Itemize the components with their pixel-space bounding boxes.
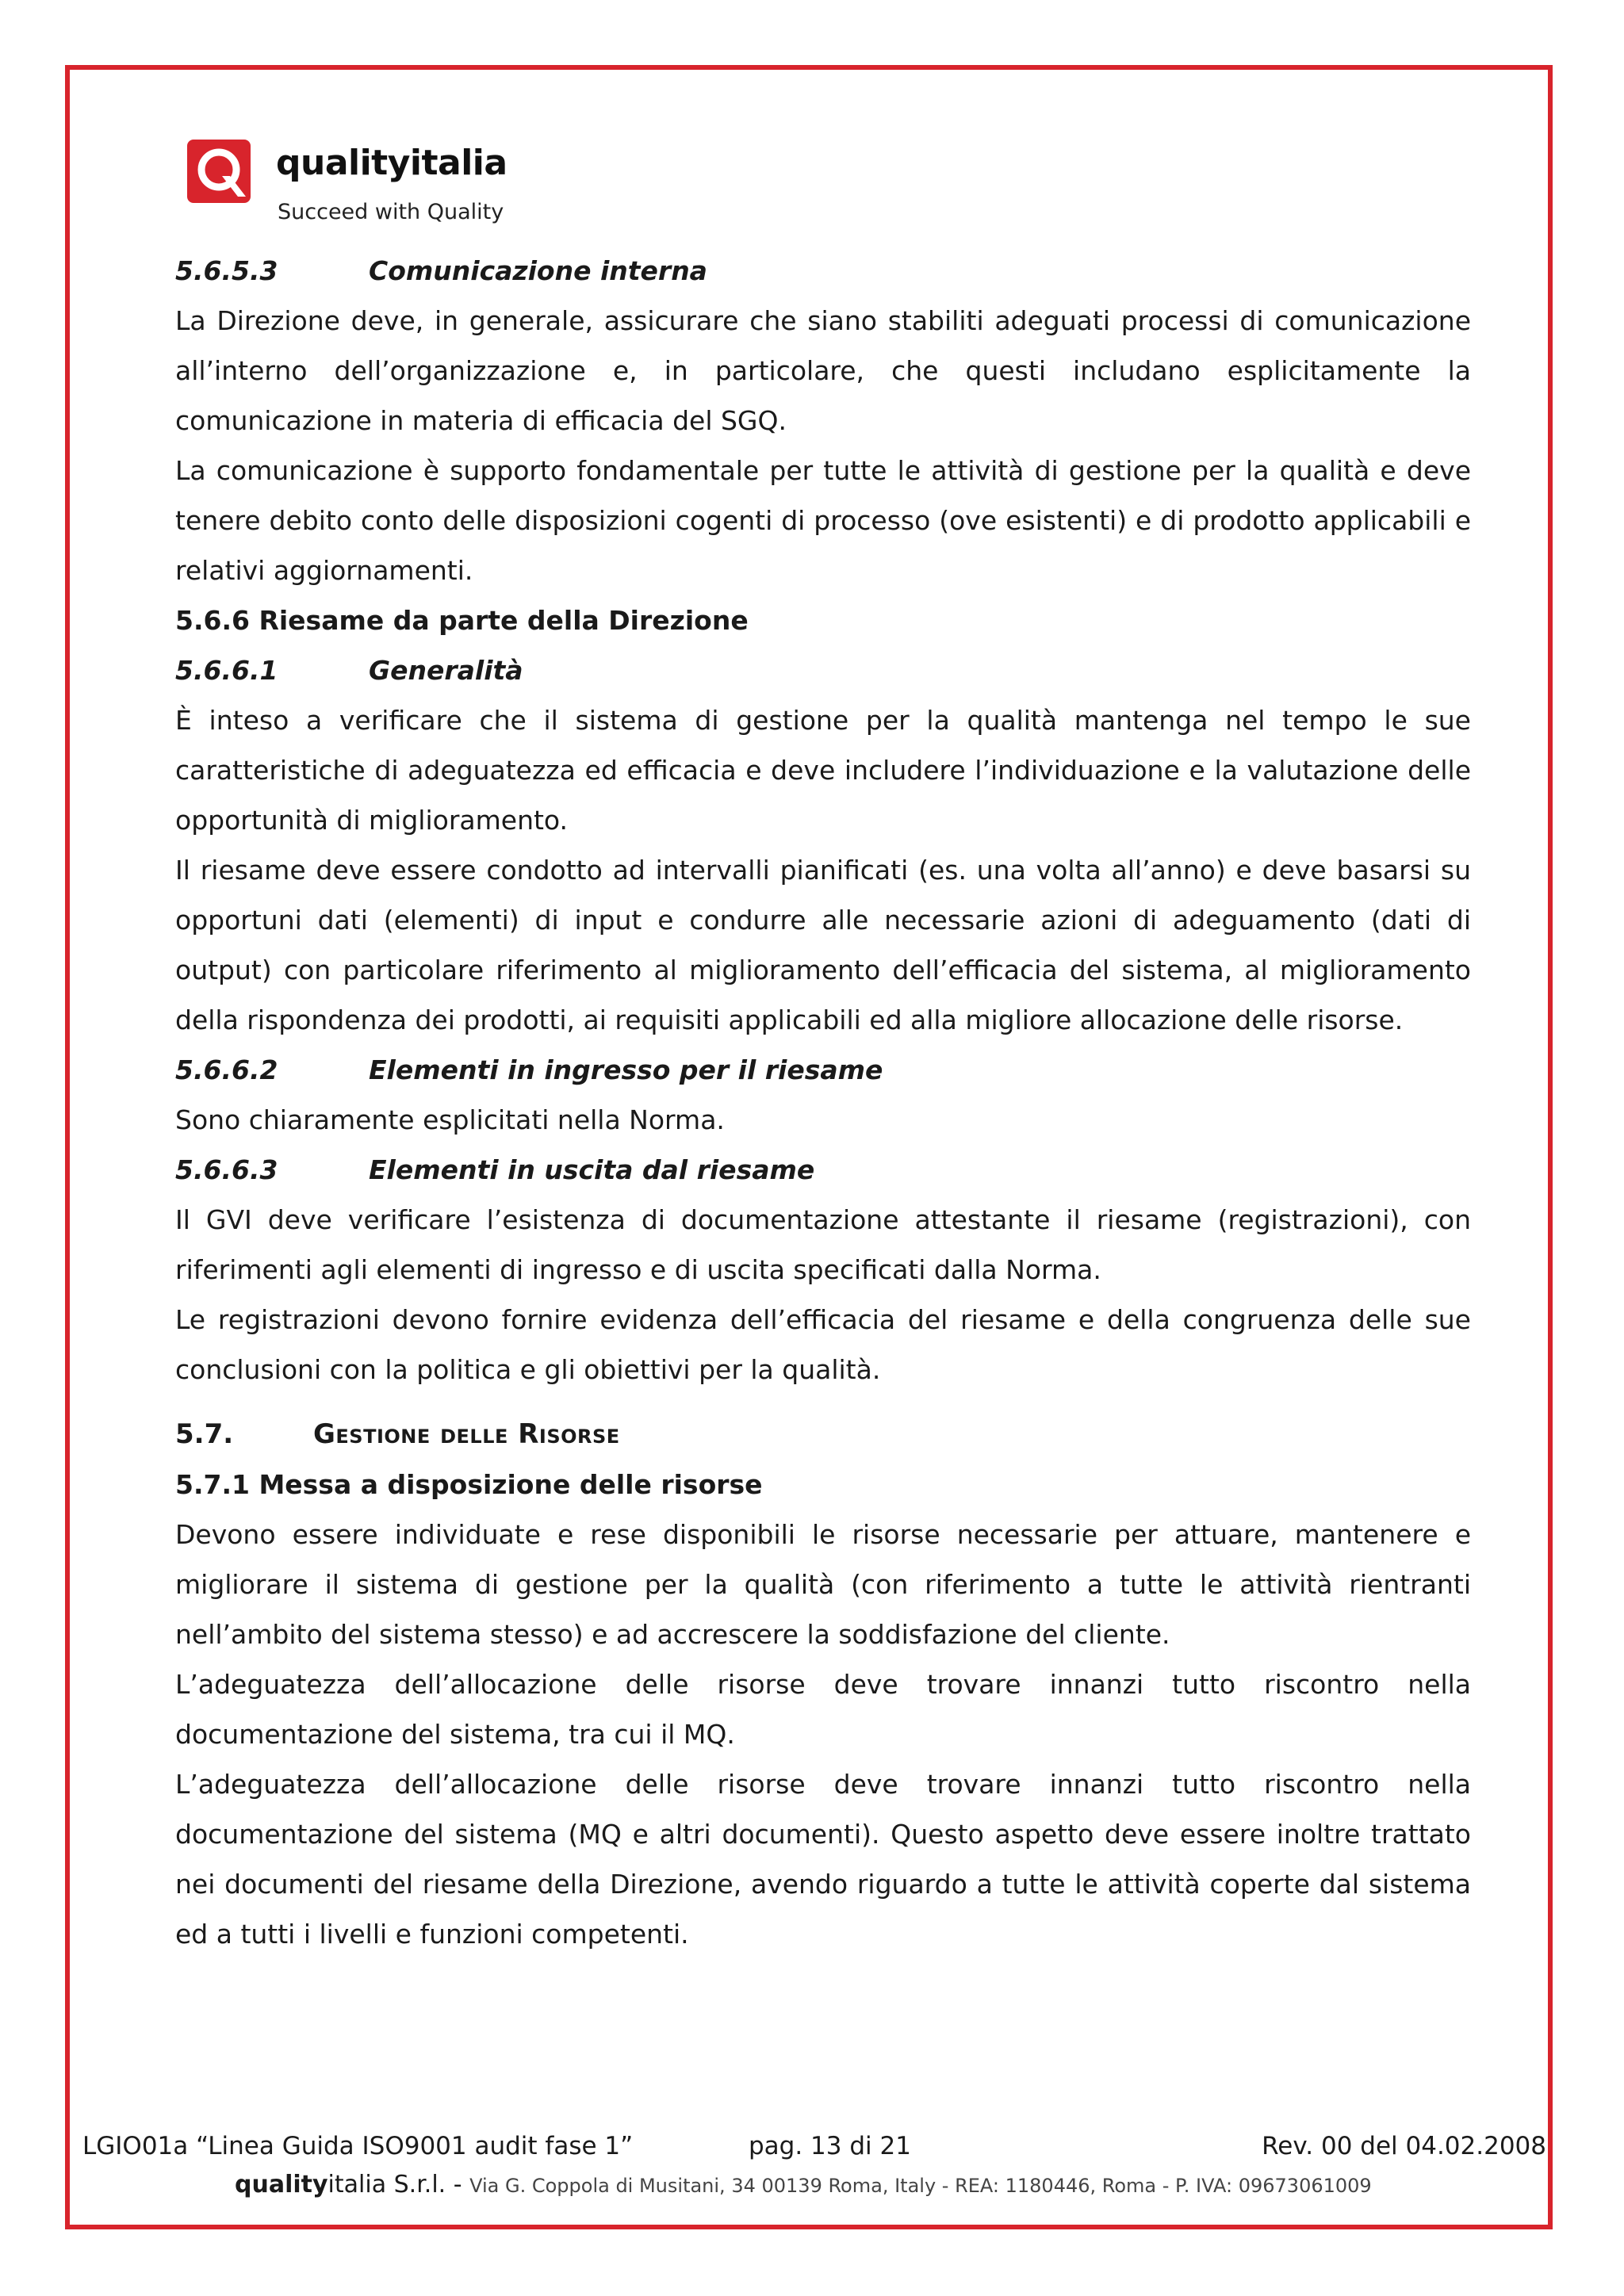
heading-title: Elementi in ingresso per il riesame xyxy=(369,1054,883,1085)
revision-info: Rev. 00 del 04.02.2008 xyxy=(1262,2132,1546,2160)
heading-title: Generalità xyxy=(369,655,523,686)
paragraph: Sono chiaramente esplicitati nella Norma. xyxy=(175,1104,725,1135)
company-address: Via G. Coppola di Musitani, 34 00139 Roma, Italy - REA: 1180446, Roma - P. IVA: 09673061009 xyxy=(469,2175,1372,2197)
paragraph: Il GVI deve verificare l’esistenza di documentazione attestante il riesame (registrazioni), con riferimenti agli elementi di ingresso e di uscita specificati dalla Norma. xyxy=(175,1204,1471,1285)
paragraph: La Direzione deve, in generale, assicurare che siano stabiliti adeguati processi di comunicazione all’interno dell’organizzazione e, in particolare, che questi includano esplicitamente la comunicazione in materia di efficacia del SGQ. xyxy=(175,305,1471,436)
paragraph: Il riesame deve essere condotto ad intervalli pianificati (es. una volta all’anno) e deve basarsi su opportuni dati (elementi) di input e condurre alle necessarie azioni di adeguamento (dati di output) con particolare riferimento al miglioramento dell’efficacia del sistema, al miglioramento della rispondenza dei prodotti, ai requisiti applicabili ed alla migliore allocazione delle risorse. xyxy=(175,855,1471,1035)
document-id: LGIO01a “Linea Guida ISO9001 audit fase 1” xyxy=(82,2132,634,2160)
subsection-heading xyxy=(175,1145,1471,1195)
heading-title: Gestione delle Risorse xyxy=(313,1418,620,1450)
heading-number: 5.6.6.1 xyxy=(175,655,278,686)
heading-number: 5.6.5.3 xyxy=(175,255,278,286)
document-body xyxy=(175,246,1471,1959)
subsection-heading xyxy=(175,246,1471,296)
heading-title: Elementi in uscita dal riesame xyxy=(369,1154,815,1185)
paragraph: Le registrazioni devono fornire evidenza dell’efficacia del riesame e della congruenza delle sue conclusioni con la politica e gli obiettivi per la qualità. xyxy=(175,1304,1471,1385)
brand-tagline: Succeed with Quality xyxy=(278,200,504,224)
heading-title: Comunicazione interna xyxy=(369,255,707,286)
brand-name: qualityitalia xyxy=(276,143,508,183)
section-heading: 5.6.6 Riesame da parte della Direzione xyxy=(175,605,749,636)
company-info xyxy=(235,2171,1372,2198)
paragraph: L’adeguatezza dell’allocazione delle risorse deve trovare innanzi tutto riscontro nella documentazione del sistema, tra cui il MQ. xyxy=(175,1669,1471,1750)
subsection-heading xyxy=(175,645,1471,695)
paragraph: Devono essere individuate e rese disponibili le risorse necessarie per attuare, mantenere e migliorare il sistema di gestione per la qualità (con riferimento a tutte le attività rientranti nell’ambito del sistema stesso) e ad accrescere la soddisfazione del cliente. xyxy=(175,1519,1471,1650)
heading-number: 5.6.6.3 xyxy=(175,1154,278,1185)
section-heading: 5.7.1 Messa a disposizione delle risorse xyxy=(175,1469,763,1500)
heading-number: 5.6.6.2 xyxy=(175,1054,278,1085)
paragraph: È inteso a verificare che il sistema di gestione per la qualità mantenga nel tempo le sue caratteristiche di adeguatezza ed efficacia e deve includere l’individuazione e la valutazione delle opportunità di miglioramento. xyxy=(175,705,1471,836)
chapter-heading xyxy=(175,1409,1471,1460)
page-number: pag. 13 di 21 xyxy=(749,2132,911,2160)
heading-number: 5.7. xyxy=(175,1418,234,1450)
q-logo-icon xyxy=(187,140,251,203)
company-name-rest: italia S.r.l. - xyxy=(327,2171,470,2198)
paragraph: L’adeguatezza dell’allocazione delle risorse deve trovare innanzi tutto riscontro nella documentazione del sistema (MQ e altri documenti). Questo aspetto deve essere inoltre trattato nei documenti del riesame della Direzione, avendo riguardo a tutte le attività coperte dal sistema ed a tutti i livelli e funzioni competenti. xyxy=(175,1769,1471,1950)
subsection-heading xyxy=(175,1045,1471,1095)
paragraph: La comunicazione è supporto fondamentale per tutte le attività di gestione per la qualità e deve tenere debito conto delle disposizioni cogenti di processo (ove esistenti) e di prodotto applicabili e relativi aggiornamenti. xyxy=(175,455,1471,586)
company-name-bold: quality xyxy=(235,2171,328,2198)
